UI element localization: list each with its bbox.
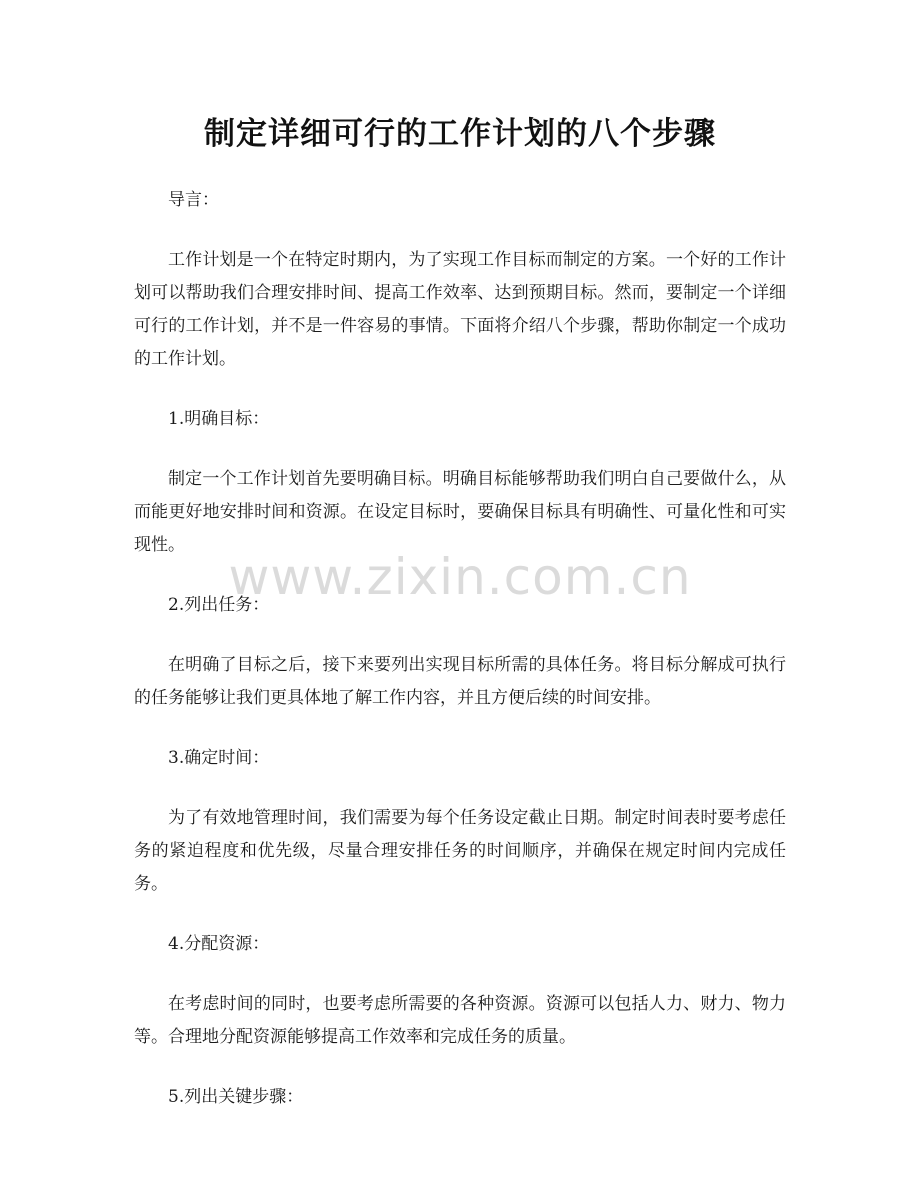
section-paragraph-3: 为了有效地管理时间，我们需要为每个任务设定截止日期。制定时间表时要考虑任务的紧迫程度和优先级，尽量合理安排任务的时间顺序，并确保在规定时间内完成任务。: [134, 808, 786, 894]
section-heading-3: 3.确定时间：: [168, 748, 270, 768]
section-heading-2: 2.列出任务：: [168, 595, 270, 615]
section-heading-5: 5.列出关键步骤：: [168, 1087, 304, 1107]
section-heading-1: 1.明确目标：: [168, 409, 270, 429]
section-paragraph-1: 制定一个工作计划首先要明确目标。明确目标能够帮助我们明白自己要做什么，从而能更好地安排时间和资源。在设定目标时，要确保目标具有明确性、可量化性和可实现性。: [134, 469, 786, 555]
intro-label: 导言：: [168, 190, 219, 210]
intro-paragraph: 工作计划是一个在特定时期内，为了实现工作目标而制定的方案。一个好的工作计划可以帮助我们合理安排时间、提高工作效率、达到预期目标。然而，要制定一个详细可行的工作计划，并不是一件容易的事情。下面将介绍八个步骤，帮助你制定一个成功的工作计划。: [134, 250, 786, 369]
section-paragraph-4: 在考虑时间的同时，也要考虑所需要的各种资源。资源可以包括人力、财力、物力等。合理地分配资源能够提高工作效率和完成任务的质量。: [134, 994, 786, 1047]
document-body: [134, 184, 786, 1141]
section-paragraph-2: 在明确了目标之后，接下来要列出实现目标所需的具体任务。将目标分解成可执行的任务能够让我们更具体地了解工作内容，并且方便后续的时间安排。: [134, 655, 786, 708]
watermark-text: www.zixin.com.cn: [228, 548, 692, 606]
section-heading-4: 4.分配资源：: [168, 934, 270, 954]
document-title: 制定详细可行的工作计划的八个步骤: [204, 116, 716, 152]
